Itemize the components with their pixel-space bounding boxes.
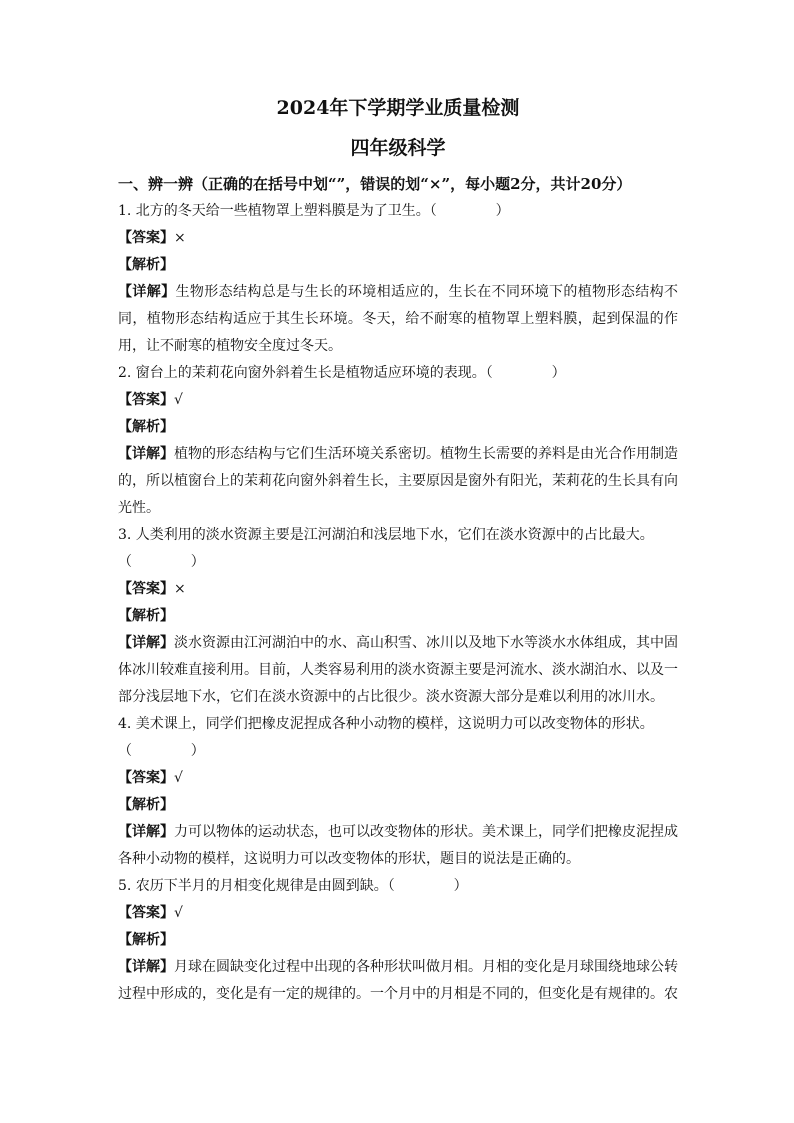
answer-label: 【答案】: [118, 392, 174, 408]
document-subtitle: 四年级科学: [350, 137, 446, 159]
document-page: [118, 92, 678, 1008]
question-2: 2. 窗台上的茉莉花向窗外斜着生长是植物适应环境的表现。（ ）: [118, 365, 566, 381]
analysis-label: 【解析】: [118, 797, 174, 813]
question-3-blank: （ ）: [118, 554, 205, 570]
analysis-label: 【解析】: [118, 257, 174, 273]
answer-value: ×: [174, 581, 186, 597]
answer-label: 【答案】: [118, 770, 174, 786]
answer-row: [118, 576, 678, 603]
answer-value: √: [174, 770, 183, 786]
detail-paragraph: 【详解】植物的形态结构与它们生活环境关系密切。植物生长需要的养料是由光合作用制造的，所以植窗台上的茉莉花向窗外斜着生长，主要原因是窗外有阳光，茉莉花的生长具有向光性。: [118, 446, 678, 516]
section-heading: 一、辨一辨（正确的在括号中划“”，错误的划“×”，每小题2分，共计20分）: [118, 175, 632, 193]
answer-label: 【答案】: [118, 581, 174, 597]
answer-label: 【答案】: [118, 230, 174, 246]
detail-paragraph: 【详解】力可以物体的运动状态，也可以改变物体的形状。美术课上，同学们把橡皮泥捏成各种小动物的模样，这说明力可以改变物体的形状，题目的说法是正确的。: [118, 824, 678, 867]
analysis-label: 【解析】: [118, 419, 174, 435]
analysis-label: 【解析】: [118, 932, 174, 948]
answer-value: √: [174, 392, 183, 408]
question-5: 5. 农历下半月的月相变化规律是由圆到缺。（ ）: [118, 878, 468, 894]
detail-paragraph: 【详解】淡水资源由江河湖泊中的水、高山积雪、冰川以及地下水等淡水水体组成，其中固体冰川较难直接利用。目前，人类容易利用的淡水资源主要是河流水、淡水湖泊水、以及一部分浅层地下水，它们在淡水资源中的占比很少。淡水资源大部分是难以利用的冰川水。: [118, 635, 678, 705]
question-4-blank: （ ）: [118, 743, 205, 759]
question-3: 3. 人类利用的淡水资源主要是江河湖泊和浅层地下水，它们在淡水资源中的占比最大。: [118, 527, 654, 543]
detail-label: 【详解】: [118, 635, 174, 651]
detail-label: 【详解】: [118, 284, 176, 300]
detail-paragraph: 【详解】月球在圆缺变化过程中出现的各种形状叫做月相。月相的变化是月球围绕地球公转过程中形成的，变化是有一定的规律的。一个月中的月相是不同的，但变化是有规律的。农: [118, 959, 678, 1002]
detail-label: 【详解】: [118, 959, 174, 975]
question-1: 1. 北方的冬天给一些植物罩上塑料膜是为了卫生。（ ）: [118, 203, 510, 219]
detail-label: 【详解】: [118, 446, 174, 462]
analysis-label: 【解析】: [118, 608, 174, 624]
answer-row: [118, 900, 678, 927]
answer-value: ×: [174, 230, 186, 246]
answer-value: √: [174, 905, 183, 921]
answer-row: [118, 225, 678, 252]
detail-paragraph: 【详解】生物形态结构总是与生长的环境相适应的，生长在不同环境下的植物形态结构不同，植物形态结构适应于其生长环境。冬天，给不耐寒的植物罩上塑料膜，起到保温的作用，让不耐寒的植物安全度过冬天。: [118, 284, 679, 354]
answer-row: [118, 765, 678, 792]
answer-label: 【答案】: [118, 905, 174, 921]
detail-label: 【详解】: [118, 824, 174, 840]
answer-row: [118, 387, 678, 414]
question-4: 4. 美术课上，同学们把橡皮泥捏成各种小动物的模样，这说明力可以改变物体的形状。: [118, 716, 654, 732]
document-title: 2024年下学期学业质量检测: [276, 97, 520, 119]
